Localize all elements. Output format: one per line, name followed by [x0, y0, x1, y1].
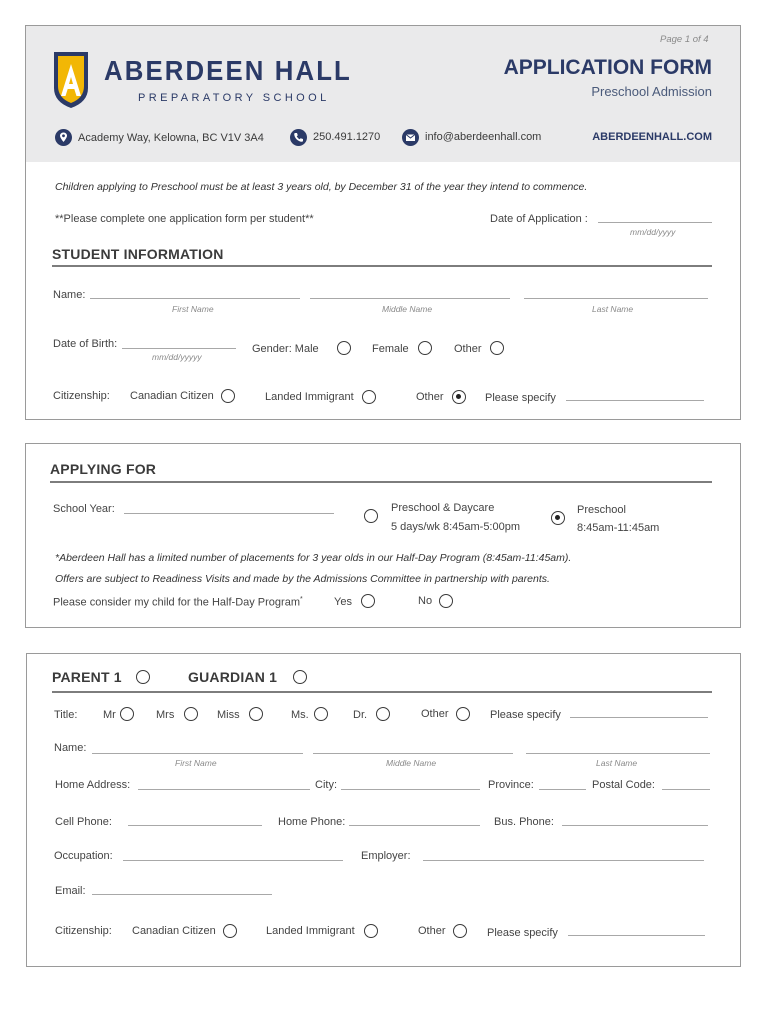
parent-title-label: Title: [54, 709, 78, 721]
gender-male-radio[interactable] [337, 341, 351, 355]
eligibility-note: Children applying to Preschool must be at least 3 years old, by December 31 of the year they intend to commence. [55, 181, 588, 193]
parent-landed-label: Landed Immigrant [266, 925, 355, 937]
dob-field[interactable] [122, 348, 236, 349]
address-text: Academy Way, Kelowna, BC V1V 3A4 [78, 132, 264, 144]
dob-hint: mm/dd/yyyyy [152, 352, 202, 362]
student-first-name-hint: First Name [172, 304, 214, 314]
title-mr-radio[interactable] [120, 707, 134, 721]
occupation-label: Occupation: [54, 850, 113, 862]
email-text: info@aberdeenhall.com [425, 131, 542, 143]
half-day-note-1: *Aberdeen Hall has a limited number of placements for 3 year olds in our Half-Day Program (8:45am-11:45am). [55, 552, 572, 564]
title-mr-label: Mr [103, 709, 116, 721]
parent-title: PARENT 1 [52, 669, 122, 685]
parent-canadian-radio[interactable] [223, 924, 237, 938]
half-day-yes-radio[interactable] [361, 594, 375, 608]
one-form-note: **Please complete one application form per student** [55, 213, 314, 225]
postal-code-label: Postal Code: [592, 779, 655, 791]
parent-middle-name-hint: Middle Name [386, 758, 437, 768]
guardian-title: GUARDIAN 1 [188, 669, 278, 685]
half-day-note-2: Offers are subject to Readiness Visits and made by the Admissions Committee in partnership with parents. [55, 573, 550, 585]
student-canadian-label: Canadian Citizen [130, 390, 214, 402]
student-canadian-radio[interactable] [221, 389, 235, 403]
date-of-application-hint: mm/dd/yyyy [630, 227, 676, 237]
shield-logo-icon [52, 50, 90, 110]
parent-middle-name-field[interactable] [313, 753, 513, 754]
preschool-radio[interactable] [551, 511, 565, 525]
postal-code-field[interactable] [662, 789, 710, 790]
parent-section-frame [26, 653, 741, 967]
parent-radio[interactable] [136, 670, 150, 684]
bus-phone-label: Bus. Phone: [494, 816, 554, 828]
parent-please-specify-label: Please specify [487, 927, 558, 939]
parent-first-name-hint: First Name [175, 758, 217, 768]
student-landed-radio[interactable] [362, 390, 376, 404]
student-citizen-other-label: Other [416, 391, 444, 403]
occupation-field[interactable] [123, 860, 343, 861]
form-title: APPLICATION FORM [503, 56, 712, 79]
cell-phone-field[interactable] [128, 825, 262, 826]
employer-label: Employer: [361, 850, 411, 862]
preschool-daycare-radio[interactable] [364, 509, 378, 523]
half-day-no-radio[interactable] [439, 594, 453, 608]
student-citizen-other-radio[interactable] [452, 390, 466, 404]
school-subtitle: PREPARATORY SCHOOL [138, 92, 330, 104]
preschool-daycare-label: Preschool & Daycare [391, 502, 495, 514]
student-middle-name-hint: Middle Name [382, 304, 433, 314]
student-landed-label: Landed Immigrant [265, 391, 354, 403]
parent-citizen-other-radio[interactable] [453, 924, 467, 938]
parent-name-label: Name: [54, 742, 87, 754]
student-please-specify-label: Please specify [485, 392, 556, 404]
parent-citizen-other-label: Other [418, 925, 446, 937]
parent-landed-radio[interactable] [364, 924, 378, 938]
phone-text: 250.491.1270 [313, 131, 381, 143]
preschool-label: Preschool [577, 504, 626, 516]
title-ms-label: Ms. [291, 709, 309, 721]
title-miss-label: Miss [217, 709, 240, 721]
title-mrs-label: Mrs [156, 709, 175, 721]
preschool-hours: 8:45am-11:45am [577, 522, 660, 534]
half-day-question: Please consider my child for the Half-Day Program* [53, 596, 303, 609]
home-phone-field[interactable] [349, 825, 480, 826]
home-address-label: Home Address: [55, 779, 131, 791]
phone-icon [290, 129, 307, 146]
student-section-title: STUDENT INFORMATION [52, 246, 224, 262]
school-name: ABERDEEN HALL [104, 55, 352, 86]
page-indicator: Page 1 of 4 [660, 34, 709, 45]
title-other-label: Other [421, 708, 449, 720]
student-last-name-field[interactable] [524, 298, 708, 299]
gender-female-radio[interactable] [418, 341, 432, 355]
title-ms-radio[interactable] [314, 707, 328, 721]
province-label: Province: [488, 779, 534, 791]
title-dr-radio[interactable] [376, 707, 390, 721]
student-section-rule [52, 265, 712, 267]
city-label: City: [315, 779, 337, 791]
parent-citizenship-specify-field[interactable] [568, 935, 705, 936]
half-day-no-label: No [418, 595, 433, 607]
province-field[interactable] [539, 789, 586, 790]
date-of-application-field[interactable] [598, 222, 712, 223]
student-citizenship-specify-field[interactable] [566, 400, 704, 401]
title-please-specify-label: Please specify [490, 709, 561, 721]
parent-canadian-label: Canadian Citizen [132, 925, 216, 937]
email-field[interactable] [92, 894, 272, 895]
location-pin-icon [55, 129, 72, 146]
form-subtitle: Preschool Admission [591, 84, 712, 99]
title-specify-field[interactable] [570, 717, 708, 718]
student-last-name-hint: Last Name [592, 304, 634, 314]
applying-section-title: APPLYING FOR [50, 461, 157, 477]
gender-female-label: Female [372, 343, 409, 355]
bus-phone-field[interactable] [562, 825, 708, 826]
email-envelope-icon [402, 129, 419, 146]
parent-section-rule [52, 691, 712, 693]
parent-last-name-hint: Last Name [596, 758, 638, 768]
parent-last-name-field[interactable] [526, 753, 710, 754]
date-of-application-label: Date of Application : [490, 213, 588, 225]
school-year-label: School Year: [53, 503, 115, 515]
title-other-radio[interactable] [456, 707, 470, 721]
parent-first-name-field[interactable] [92, 753, 303, 754]
email-label: Email: [55, 885, 86, 897]
home-phone-label: Home Phone: [278, 816, 346, 828]
student-citizenship-label: Citizenship: [53, 390, 110, 402]
student-middle-name-field[interactable] [310, 298, 510, 299]
student-first-name-field[interactable] [90, 298, 300, 299]
cell-phone-label: Cell Phone: [55, 816, 112, 828]
dob-label: Date of Birth: [53, 338, 118, 350]
half-day-asterisk: * [299, 596, 303, 603]
preschool-daycare-hours: 5 days/wk 8:45am-5:00pm [391, 521, 521, 533]
title-dr-label: Dr. [353, 709, 368, 721]
student-name-label: Name: [53, 289, 86, 301]
gender-other-radio[interactable] [490, 341, 504, 355]
title-mrs-radio[interactable] [184, 707, 198, 721]
website-text[interactable]: ABERDEENHALL.COM [592, 131, 712, 143]
title-miss-radio[interactable] [249, 707, 263, 721]
city-field[interactable] [341, 789, 480, 790]
gender-other-label: Other [454, 343, 482, 355]
school-year-field[interactable] [124, 513, 334, 514]
home-address-field[interactable] [138, 789, 310, 790]
gender-male-label: Gender: Male [252, 343, 319, 355]
employer-field[interactable] [423, 860, 704, 861]
applying-section-rule [50, 481, 712, 483]
guardian-radio[interactable] [293, 670, 307, 684]
parent-citizenship-label: Citizenship: [55, 925, 112, 937]
half-day-yes-label: Yes [334, 596, 352, 608]
